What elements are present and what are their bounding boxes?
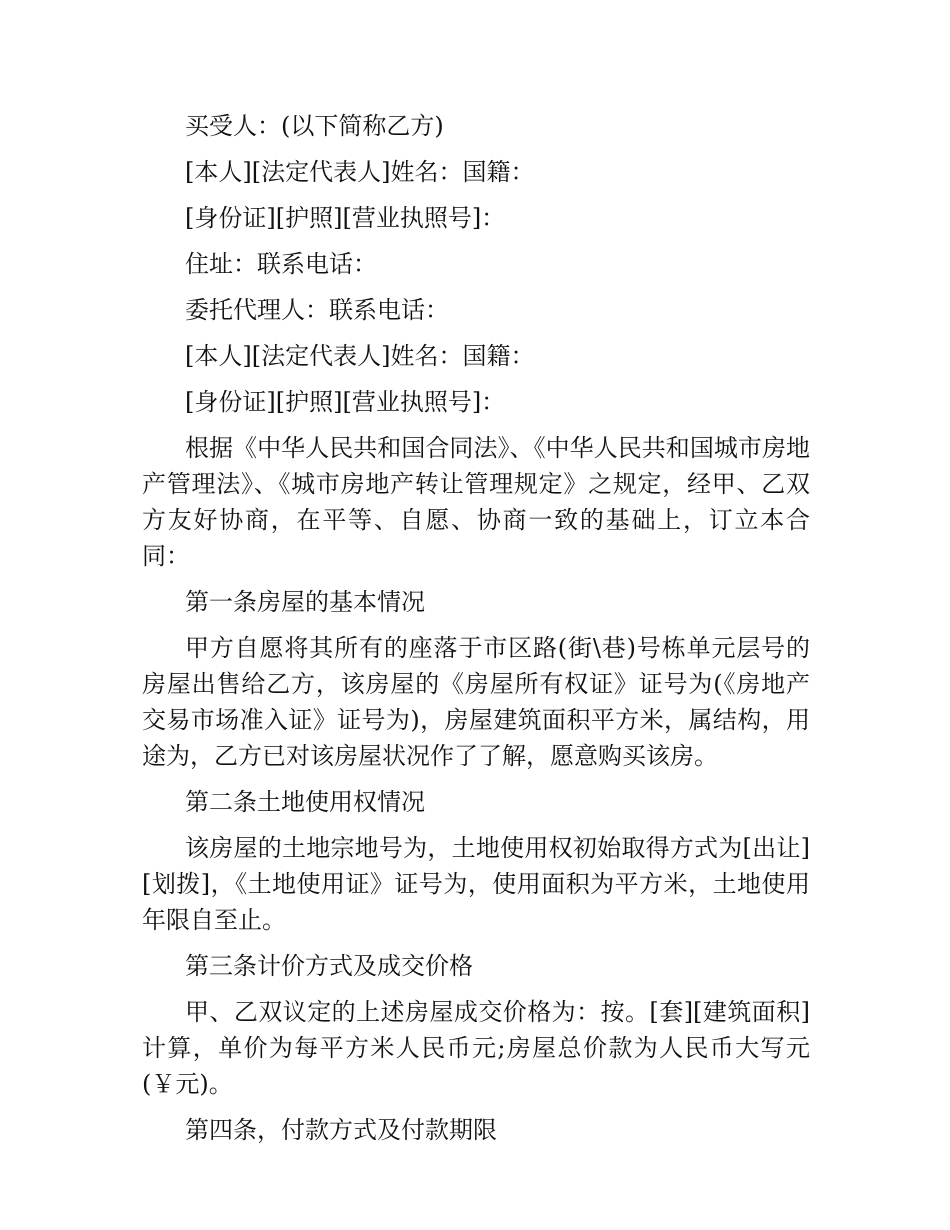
article-4-heading: 第四条，付款方式及付款期限 [185, 1116, 497, 1144]
article-3-heading: 第三条计价方式及成交价格 [185, 952, 473, 980]
agent-phone-line: 委托代理人：联系电话： [185, 296, 449, 324]
buyer-address-phone-line: 住址：联系电话： [185, 250, 377, 278]
article-3-body: 甲、乙双议定的上述房屋成交价格为：按。[套][建筑面积]计算，单价为每平方米人民币元;房屋总价款为人民币大写元(￥元)。 [142, 998, 810, 1098]
buyer-heading: 买受人：(以下简称乙方) [185, 112, 444, 140]
article-1-body: 甲方自愿将其所有的座落于市区路(街\巷)号栋单元层号的房屋出售给乙方，该房屋的《房屋所有权证》证号为(《房地产交易市场准入证》证号为)，房屋建筑面积平方米，属结构，用途为，乙方已对该房屋状况作了了解，愿意购买该房。 [142, 634, 810, 770]
buyer-id-line: [身份证][护照][营业执照号]： [185, 204, 506, 232]
agent-name-nationality-line: [本人][法定代表人]姓名：国籍： [185, 342, 535, 370]
document-body [142, 108, 810, 1158]
article-2-heading: 第二条土地使用权情况 [185, 788, 425, 816]
agent-id-line: [身份证][护照][营业执照号]： [185, 388, 506, 416]
article-1-heading: 第一条房屋的基本情况 [185, 588, 425, 616]
legal-basis-paragraph: 根据《中华人民共和国合同法》、《中华人民共和国城市房地产管理法》、《城市房地产转让管理规定》之规定，经甲、乙双方友好协商，在平等、自愿、协商一致的基础上，订立本合同： [142, 434, 810, 570]
buyer-name-nationality-line: [本人][法定代表人]姓名：国籍： [185, 158, 535, 186]
article-2-body: 该房屋的土地宗地号为，土地使用权初始取得方式为[出让][划拨]，《土地使用证》证号为，使用面积为平方米，土地使用年限自至止。 [142, 834, 810, 934]
